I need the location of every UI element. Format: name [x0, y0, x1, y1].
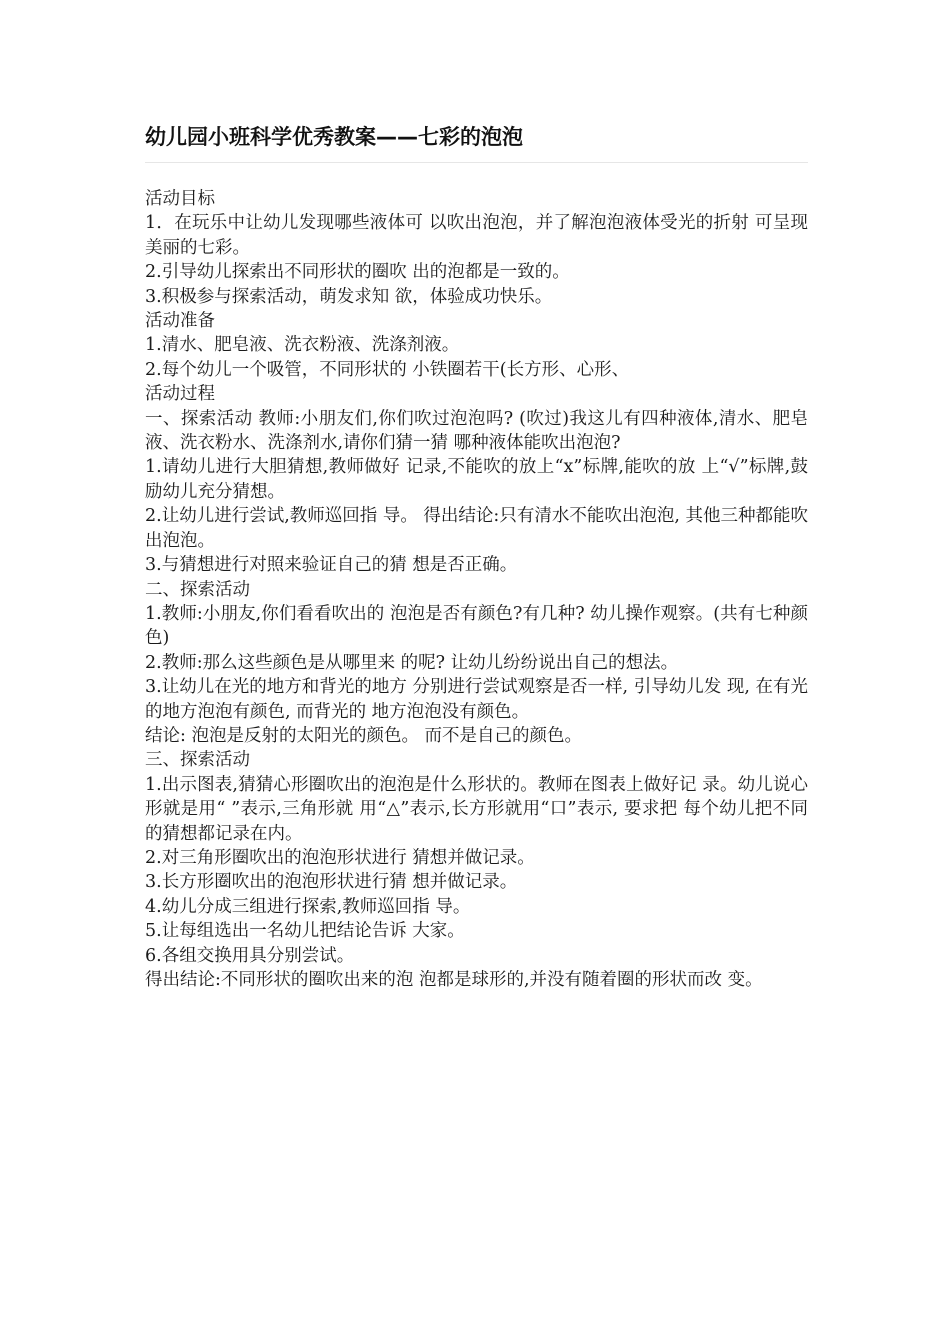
paragraph: 2.让幼儿进行尝试,教师巡回指 导。 得出结论:只有清水不能吹出泡泡, 其他三种都能吹出泡泡。	[145, 506, 808, 551]
paragraph: 1.请幼儿进行大胆猜想,教师做好 记录,不能吹的放上“x”标牌,能吹的放 上“√”标牌,鼓励幼儿充分猜想。	[145, 457, 808, 502]
paragraph: 2.对三角形圈吹出的泡泡形状进行 猜想并做记录。	[145, 847, 535, 868]
document-page	[145, 118, 808, 992]
document-title: 幼儿园小班科学优秀教案——七彩的泡泡	[145, 125, 523, 149]
paragraph: 1.教师:小朋友,你们看看吹出的 泡泡是否有颜色?有几种? 幼儿操作观察。(共有七种颜色)	[145, 603, 808, 649]
paragraph: 1.清水、肥皂液、洗衣粉液、洗涤剂液。	[145, 335, 460, 356]
paragraph: 三、探索活动	[145, 750, 250, 771]
paragraph: 1．在玩乐中让幼儿发现哪些液体可 以吹出泡泡，并了解泡泡液体受光的折射 可呈现美丽的七彩。	[145, 213, 808, 258]
document-body	[145, 187, 808, 992]
paragraph: 1.出示图表,猜猜心形圈吹出的泡泡是什么形状的。教师在图表上做好记 录。幼儿说心形就是用“ ”表示,三角形就 用“△”表示,长方形就用“口”表示, 要求把 每个幼儿把不同的猜想都记录在内。	[145, 774, 808, 844]
paragraph: 2.教师:那么这些颜色是从哪里来 的呢? 让幼儿纷纷说出自己的想法。	[145, 652, 679, 673]
paragraph: 活动准备	[145, 311, 215, 332]
title-divider	[145, 162, 808, 163]
paragraph: 3.与猜想进行对照来验证自己的猜 想是否正确。	[145, 555, 518, 576]
paragraph: 结论: 泡泡是反射的太阳光的颜色。 而不是自己的颜色。	[145, 725, 583, 746]
paragraph: 得出结论:不同形状的圈吹出来的泡 泡都是球形的,并没有随着圈的形状而改 变。	[145, 970, 763, 990]
paragraph: 二、探索活动	[145, 579, 250, 600]
paragraph: 3.长方形圈吹出的泡泡形状进行猜 想并做记录。	[145, 872, 518, 893]
paragraph: 2.引导幼儿探索出不同形状的圈吹 出的泡都是一致的。	[145, 262, 570, 283]
paragraph: 活动目标	[145, 189, 215, 209]
paragraph: 2.每个幼儿一个吸管，不同形状的 小铁圈若干(长方形、心形、	[145, 359, 630, 380]
paragraph: 活动过程	[145, 384, 215, 405]
paragraph: 4.幼儿分成三组进行探索,教师巡回指 导。	[145, 896, 471, 917]
paragraph: 5.让每组选出一名幼儿把结论告诉 大家。	[145, 921, 465, 942]
paragraph: 3.积极参与探索活动，萌发求知 欲，体验成功快乐。	[145, 286, 553, 307]
paragraph: 3.让幼儿在光的地方和背光的地方 分别进行尝试观察是否一样, 引导幼儿发 现, 在有光的地方泡泡有颜色, 而背光的 地方泡泡没有颜色。	[145, 677, 808, 722]
paragraph: 一、探索活动 教师:小朋友们,你们吹过泡泡吗? (吹过)我这儿有四种液体,清水、肥皂 液、洗衣粉水、洗涤剂水,请你们猜一猜 哪种液体能吹出泡泡?	[145, 408, 808, 454]
paragraph: 6.各组交换用具分别尝试。	[145, 945, 355, 966]
